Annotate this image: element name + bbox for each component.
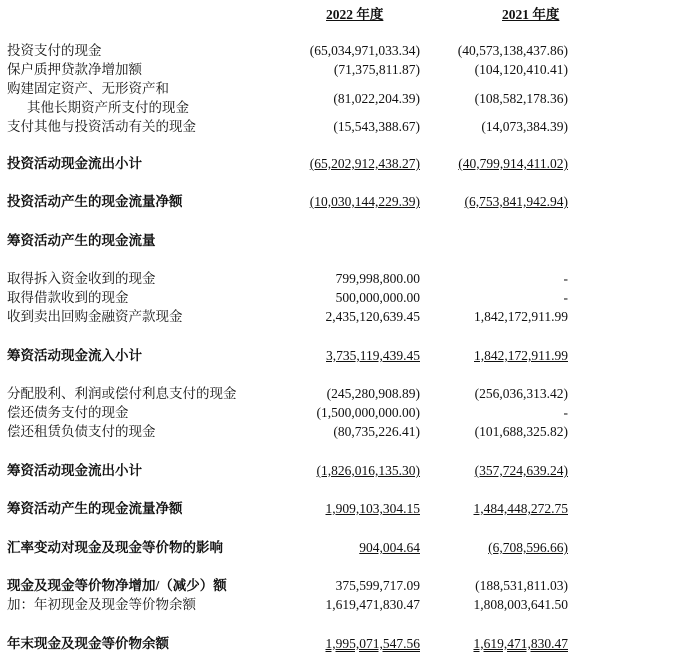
value-2021: (6,708,596.66) — [488, 540, 568, 555]
value-2021: 1,808,003,641.50 — [473, 597, 568, 612]
value-2022: (1,826,016,135.30) — [316, 463, 420, 478]
table-row — [0, 596, 700, 613]
value-2022: 500,000,000.00 — [335, 290, 420, 305]
value-2022: 799,998,800.00 — [335, 271, 420, 286]
value-2021: (104,120,410.41) — [474, 62, 568, 77]
value-2021: (256,036,313.42) — [474, 386, 568, 401]
value-2022: 2,435,120,639.45 — [325, 309, 420, 324]
value-2022: 1,909,103,304.15 — [325, 501, 420, 516]
row-label: 保户质押贷款净增加额 — [7, 62, 142, 77]
row-label-continued: 其他长期资产所支付的现金 — [27, 100, 189, 115]
value-2022: 375,599,717.09 — [335, 578, 420, 593]
value-2022: 1,995,071,547.56 — [325, 636, 420, 651]
value-2021: 1,842,172,911.99 — [474, 348, 568, 363]
header-col-2021: 2021 年度 — [502, 7, 560, 22]
section-heading — [0, 232, 700, 249]
row-label: 汇率变动对现金及现金等价物的影响 — [7, 540, 223, 555]
row-label: 取得借款收到的现金 — [7, 290, 129, 305]
grand-total-row — [0, 635, 700, 652]
value-2021: (357,724,639.24) — [474, 463, 568, 478]
value-2022: (65,034,971,033.34) — [309, 43, 420, 58]
row-label: 取得拆入资金收到的现金 — [7, 271, 156, 286]
value-2022: (245,280,908.89) — [326, 386, 420, 401]
total-row — [0, 500, 700, 517]
value-2021: (40,573,138,437.86) — [457, 43, 568, 58]
row-label: 投资活动现金流出小计 — [7, 156, 142, 171]
value-2021: (188,531,811.03) — [475, 578, 568, 593]
table-row — [0, 404, 700, 421]
row-label: 支付其他与投资活动有关的现金 — [7, 119, 196, 134]
value-2022: 904,004.64 — [359, 540, 420, 555]
value-2021: (101,688,325.82) — [474, 424, 568, 439]
subtotal-row — [0, 155, 700, 172]
row-label: 现金及现金等价物净增加/（减少）额 — [7, 578, 227, 593]
value-2021: (6,753,841,942.94) — [464, 194, 568, 209]
value-2021: (40,799,914,411.02) — [458, 156, 568, 171]
row-label: 年末现金及现金等价物余额 — [7, 636, 169, 651]
row-label: 筹资活动现金流入小计 — [7, 348, 142, 363]
row-label: 筹资活动产生的现金流量净额 — [7, 501, 183, 516]
value-2021: 1,484,448,272.75 — [473, 501, 568, 516]
value-2022: (71,375,811.87) — [333, 62, 420, 77]
table-row-values — [0, 90, 700, 107]
value-2021: 1,619,471,830.47 — [473, 636, 568, 651]
value-2021: - — [563, 271, 568, 286]
value-2022: (10,030,144,229.39) — [309, 194, 420, 209]
value-2021: (14,073,384.39) — [481, 119, 568, 134]
subtotal-row — [0, 347, 700, 364]
row-label: 购建固定资产、无形资产和 — [7, 81, 169, 96]
value-2021: - — [563, 290, 568, 305]
value-2022: (65,202,912,438.27) — [309, 156, 420, 171]
row-label: 分配股利、利润或偿付利息支付的现金 — [7, 386, 237, 401]
table-row — [0, 42, 700, 59]
header-col-2022: 2022 年度 — [326, 7, 384, 22]
table-row — [0, 289, 700, 306]
table-row — [0, 118, 700, 135]
row-label: 筹资活动现金流出小计 — [7, 463, 142, 478]
value-2022: (81,022,204.39) — [333, 91, 420, 106]
value-2022: (15,543,388.67) — [333, 119, 420, 134]
table-row — [0, 61, 700, 78]
value-2022: (80,735,226.41) — [333, 424, 420, 439]
subtotal-row — [0, 462, 700, 479]
total-row — [0, 577, 700, 594]
row-label: 偿还租赁负债支付的现金 — [7, 424, 156, 439]
total-row — [0, 193, 700, 210]
table-row — [0, 308, 700, 325]
value-2021: - — [563, 405, 568, 420]
value-2022: (1,500,000,000.00) — [316, 405, 420, 420]
table-row — [0, 423, 700, 440]
section-title: 筹资活动产生的现金流量 — [7, 233, 156, 248]
row-label: 偿还债务支付的现金 — [7, 405, 129, 420]
value-2021: (108,582,178.36) — [474, 91, 568, 106]
value-2022: 1,619,471,830.47 — [325, 597, 420, 612]
table-row — [0, 270, 700, 287]
row-label: 投资活动产生的现金流量净额 — [7, 194, 183, 209]
value-2021: 1,842,172,911.99 — [474, 309, 568, 324]
row-label: 加：年初现金及现金等价物余额 — [7, 597, 196, 612]
total-row — [0, 539, 700, 556]
table-row — [0, 385, 700, 402]
row-label: 投资支付的现金 — [7, 43, 102, 58]
value-2022: 3,735,119,439.45 — [326, 348, 420, 363]
row-label: 收到卖出回购金融资产款现金 — [7, 309, 183, 324]
